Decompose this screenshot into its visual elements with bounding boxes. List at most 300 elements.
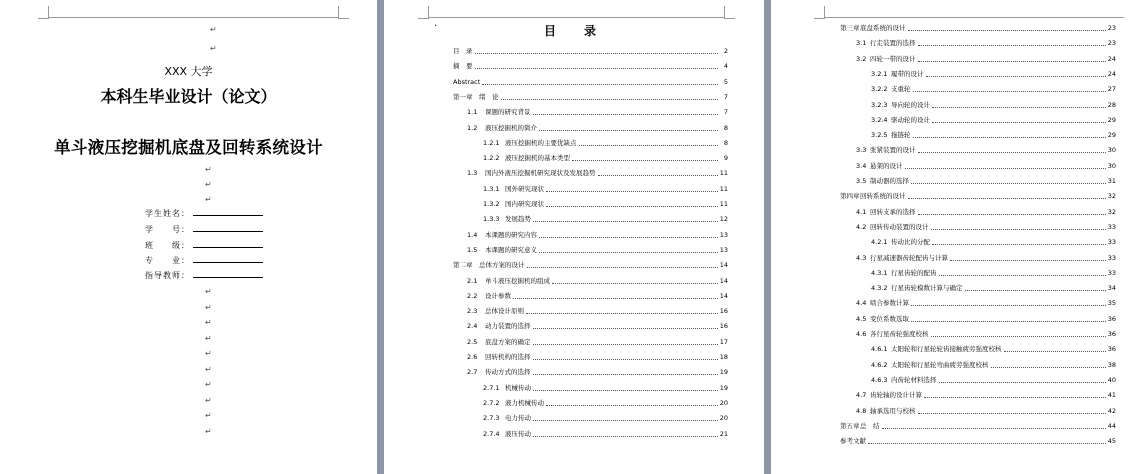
toc-page-number: 14 [719, 261, 728, 270]
toc-entry[interactable] [483, 384, 728, 392]
toc-page-number: 21 [719, 429, 728, 438]
toc-leader-dots [533, 343, 719, 345]
toc-entry-number: 4.6.1 [871, 345, 888, 354]
toc-entry-number: 4.6 [856, 330, 867, 338]
toc-entry[interactable] [840, 192, 1116, 200]
toc-entry-number: 1.2 [467, 123, 478, 132]
toc-entry[interactable] [871, 361, 1116, 369]
toc-entry-text: 总 结 [860, 421, 880, 430]
toc-entry-text: 国内外液压挖掘机研究现状及发展趋势 [485, 169, 596, 178]
toc-page-number: 13 [719, 230, 728, 239]
toc-entry-text: 液压挖掘机的简介 [485, 123, 537, 132]
toc-entry[interactable] [467, 277, 728, 285]
toc-leader-dots [911, 320, 1106, 322]
toc-page-number: 29 [1107, 131, 1116, 140]
toc-leader-dots [1004, 350, 1107, 352]
toc-entry[interactable] [871, 269, 1116, 277]
toc-entry-text: 导向轮的设计 [891, 100, 930, 109]
toc-leader-dots [932, 121, 1106, 123]
toc-leader-dots [533, 327, 719, 329]
paragraph-mark: ↵ [205, 180, 212, 189]
toc-entry[interactable] [856, 254, 1116, 262]
toc-leader-dots [527, 266, 719, 268]
paragraph-mark: ↵ [210, 44, 217, 53]
toc-entry-text: 回转传动装置的设计 [870, 222, 929, 231]
toc-entry-text: 轴承选用与校核 [870, 406, 916, 415]
toc-leader-dots [539, 251, 718, 253]
toc-page-number: 36 [1107, 330, 1116, 338]
toc-page-number: 7 [723, 92, 728, 101]
toc-leader-dots [579, 144, 719, 146]
toc-entry[interactable] [483, 414, 728, 422]
toc-entry-number: 3.1 [856, 39, 867, 48]
toc-entry[interactable] [453, 93, 728, 101]
toc-entry[interactable] [483, 185, 728, 193]
toc-leader-dots [908, 29, 1107, 31]
toc-entry-text: 设计参数 [485, 291, 511, 300]
toc-title: 目 录 [543, 24, 604, 38]
toc-entry[interactable] [856, 330, 1116, 338]
toc-page-number: 11 [719, 184, 728, 193]
toc-entry[interactable] [871, 238, 1116, 246]
toc-leader-dots [533, 389, 718, 391]
toc-leader-dots [533, 358, 719, 360]
toc-page-number: 40 [1107, 375, 1116, 384]
toc-entry-text: 太阳轮和行星轮弯曲疲劳强度校核 [891, 360, 989, 369]
toc-leader-dots [526, 312, 718, 314]
toc-entry-number: 2.7.4 [483, 429, 500, 438]
toc-entry-number: 第二章 [453, 261, 473, 270]
toc-page-number: 19 [719, 383, 728, 392]
toc-entry-number: 4.2 [856, 222, 867, 231]
toc-page-number: 38 [1107, 360, 1116, 369]
toc-entry-text: 动力装置的选择 [485, 322, 531, 331]
toc-entry[interactable] [856, 391, 1116, 399]
toc-entry-text: 摘 要 [453, 62, 473, 71]
toc-entry-text: 国外研究现状 [505, 184, 544, 193]
page-gutter [377, 0, 384, 474]
toc-leader-dots [913, 90, 1107, 92]
toc-entry[interactable] [483, 139, 728, 147]
toc-leader-dots [931, 228, 1107, 230]
toc-page-number: 20 [719, 414, 728, 423]
toc-entry-number: 3.2.1 [871, 69, 888, 78]
toc-entry-text: 底盘方案的确定 [485, 337, 531, 346]
page-header-line [824, 17, 1124, 18]
toc-page-number: 7 [723, 108, 728, 117]
toc-entry-text: 行星齿轮的配齿 [891, 268, 937, 277]
toc-entry-number: 4.3.1 [871, 268, 888, 277]
toc-leader-dots [931, 335, 1107, 337]
toc-entry-text: 总体方案的设计 [479, 261, 525, 270]
toc-page-number: 9 [723, 154, 728, 163]
fill-line [193, 208, 263, 216]
toc-leader-dots [905, 167, 1107, 169]
toc-leader-dots [950, 259, 1106, 261]
toc-entry-number: 3.2.5 [871, 131, 888, 140]
toc-entry[interactable] [856, 208, 1116, 216]
paragraph-mark: ↵ [205, 380, 212, 389]
toc-entry[interactable] [871, 85, 1116, 93]
toc-leader-dots [932, 243, 1106, 245]
paragraph-mark: ↵ [205, 302, 212, 312]
toc-leader-dots [882, 427, 1107, 429]
toc-entry[interactable] [856, 55, 1116, 63]
toc-entry-number: 第一章 [453, 92, 473, 101]
toc-entry-text: 齿轮轴的设计计算 [870, 391, 922, 400]
toc-entry-number: 2.5 [467, 337, 478, 346]
page-header-line [428, 17, 724, 18]
crop-mark [338, 6, 349, 19]
toc-entry[interactable] [483, 200, 728, 208]
toc-leader-dots [918, 151, 1107, 153]
toc-entry-text: 制动器的选择 [870, 177, 909, 185]
field-label: 班 级： [145, 241, 190, 250]
toc-entry[interactable] [871, 70, 1116, 78]
toc-entry[interactable] [856, 299, 1116, 307]
toc-entry[interactable] [840, 24, 1116, 32]
toc-entry-number: 3.4 [856, 161, 867, 170]
toc-entry-number: 4.3 [856, 253, 867, 262]
toc-entry-number: 2.3 [467, 307, 478, 316]
toc-entry-text: 履带的设计 [891, 69, 924, 78]
toc-page-number: 30 [1107, 161, 1116, 170]
toc-entry[interactable] [856, 162, 1116, 170]
field-label: 专 业： [145, 256, 190, 265]
toc-page-number: 29 [1107, 115, 1116, 124]
paragraph-mark: ↵ [205, 287, 212, 296]
toc-entry-text: 电力传动 [505, 414, 531, 423]
toc-entry-text: 驱动轮的设计 [891, 115, 930, 124]
toc-entry-number: 2.1 [467, 276, 478, 285]
toc-entry[interactable] [467, 353, 728, 361]
toc-entry[interactable] [871, 345, 1116, 353]
toc-page-number: 11 [719, 169, 728, 178]
toc-page-number: 13 [719, 245, 728, 254]
toc-leader-dots [918, 412, 1107, 414]
toc-page-number: 44 [1107, 421, 1116, 430]
toc-entry-text: 四轮一带的设计 [870, 54, 916, 63]
toc-entry-number: 第五章 [840, 421, 860, 430]
toc-leader-dots [911, 182, 1106, 184]
toc-page-number: 14 [719, 276, 728, 285]
toc-entry-number: 2.4 [467, 322, 478, 331]
toc-leader-dots [939, 274, 1107, 276]
toc-entry-text: 回转机构的选择 [485, 353, 531, 361]
toc-entry-number: 1.1 [467, 108, 478, 117]
toc-page-number: 28 [1107, 100, 1116, 109]
toc-entry[interactable] [467, 169, 728, 177]
toc-entry-number: 2.7.3 [483, 414, 500, 423]
toc-page-number: 33 [1107, 253, 1116, 262]
toc-entry-number: 1.3.3 [483, 215, 500, 224]
toc-leader-dots [533, 419, 718, 421]
toc-page-number: 23 [1107, 24, 1116, 32]
toc-page-number: 17 [719, 337, 728, 346]
toc-leader-dots [533, 373, 719, 375]
toc-leader-dots [475, 52, 719, 54]
field-label: 学 号： [145, 225, 190, 234]
toc-page-number: 19 [719, 368, 728, 377]
toc-entry-text: 内齿轮材料选择 [891, 375, 937, 384]
toc-entry-text: 传动方式的选择 [485, 368, 531, 377]
paragraph-mark: ↵ [205, 318, 212, 327]
toc-page-number: 11 [719, 200, 728, 208]
toc-entry-text: 发展趋势 [505, 215, 531, 224]
toc-entry[interactable] [856, 39, 1116, 47]
toc-entry-number: 3.2.3 [871, 100, 888, 109]
toc-page-number: 42 [1107, 406, 1116, 415]
toc-entry-number: 2.7 [467, 368, 478, 377]
toc-entry-text: 液压挖掘机的主要优缺点 [505, 138, 577, 147]
toc-entry[interactable] [467, 368, 728, 376]
toc-entry-number: 2.6 [467, 353, 478, 361]
toc-entry[interactable] [856, 146, 1116, 154]
toc-entry-number: 4.6.2 [871, 360, 888, 369]
toc-page-number: 30 [1107, 146, 1116, 155]
paragraph-mark: ↵ [205, 349, 212, 358]
toc-leader-dots [482, 83, 718, 85]
toc-leader-dots [598, 174, 719, 176]
toc-entry-number: 2.7.2 [483, 398, 500, 407]
toc-leader-dots [546, 190, 718, 192]
page-gutter [764, 0, 771, 474]
toc-entry-number: 2.2 [467, 291, 478, 300]
toc-entry-text: 变位系数选取 [870, 314, 909, 323]
toc-entry-number: 3.3 [856, 146, 867, 155]
toc-entry-text: 回转支承的选择 [870, 207, 916, 216]
paragraph-mark: ↵ [205, 364, 212, 374]
toc-page-number: 33 [1107, 238, 1116, 247]
toc-page-1 [384, 0, 764, 474]
toc-page-number: 32 [1107, 192, 1116, 201]
crop-mark [724, 6, 735, 19]
toc-entry[interactable] [856, 177, 1116, 185]
toc-leader-dots [908, 197, 1107, 199]
toc-entry[interactable] [871, 116, 1116, 124]
toc-entry-number: 1.3.2 [483, 200, 500, 208]
toc-page-number: 36 [1107, 314, 1116, 323]
toc-entry-number: 4.2.1 [871, 238, 888, 247]
toc-entry-text: 参考文献 [840, 437, 866, 446]
toc-page-number: 35 [1107, 299, 1116, 308]
toc-entry-number: 1.2.2 [483, 154, 500, 163]
toc-entry[interactable] [467, 108, 728, 116]
toc-page-number: 5 [723, 77, 728, 86]
toc-entry-number: 4.7 [856, 391, 867, 400]
toc-entry-text: 拖链轮 [891, 131, 911, 140]
toc-entry[interactable] [856, 223, 1116, 231]
toc-entry-number: 3.2.2 [871, 85, 888, 94]
advisor-field [145, 270, 263, 280]
toc-leader-dots [965, 289, 1107, 291]
toc-entry-text: 底盘系统的设计 [860, 24, 906, 32]
toc-entry[interactable] [483, 154, 728, 162]
toc-entry[interactable] [467, 246, 728, 254]
toc-page-number: 34 [1107, 284, 1116, 293]
toc-page-number: 27 [1107, 85, 1116, 94]
toc-entry-text: 单斗液压挖掘机的组成 [485, 276, 550, 285]
toc-leader-dots [913, 136, 1107, 138]
thesis-title: 单斗液压挖掘机底盘及回转系统设计 [54, 138, 323, 157]
toc-entry-text: 机械传动 [505, 383, 531, 392]
paragraph-mark: ↵ [205, 333, 212, 343]
toc-entry-number: 1.3.1 [483, 184, 500, 193]
toc-entry[interactable] [840, 437, 1116, 445]
toc-entry[interactable] [453, 47, 728, 55]
toc-entry-text: 绪 论 [479, 92, 499, 101]
university-name: XXX 大学 [164, 65, 213, 78]
toc-page-number: 2 [723, 47, 728, 55]
toc-entry-text: 行走装置的选择 [870, 39, 916, 48]
toc-page-number: 20 [719, 398, 728, 407]
toc-leader-dots [475, 67, 719, 69]
toc-entry-text: 回转系统的设计 [860, 192, 906, 201]
toc-entry-text: 目 录 [453, 47, 473, 55]
toc-entry[interactable] [840, 422, 1116, 430]
fill-line [193, 255, 263, 263]
toc-leader-dots [546, 404, 718, 406]
toc-entry-number: 3.2.4 [871, 115, 888, 124]
toc-leader-dots [501, 98, 719, 100]
paragraph-mark: ↵ [205, 165, 212, 174]
toc-page-number: 41 [1107, 391, 1116, 400]
toc-entry-text: 啮合参数计算 [870, 299, 909, 308]
toc-leader-dots [533, 435, 718, 437]
toc-leader-dots [991, 366, 1107, 368]
cover-page [0, 0, 377, 474]
toc-page-number: 33 [1107, 222, 1116, 231]
toc-entry-text: 太阳轮和行星轮轮齿接触疲劳强度校核 [891, 345, 1002, 354]
toc-entry[interactable] [871, 284, 1116, 292]
toc-entry-text: Abstract [453, 77, 481, 86]
toc-page-number: 8 [723, 123, 728, 132]
toc-leader-dots [533, 113, 719, 115]
toc-page-number: 4 [723, 62, 728, 71]
toc-leader-dots [932, 106, 1106, 108]
toc-page-number: 16 [719, 307, 728, 316]
toc-page-number: 18 [719, 353, 728, 361]
toc-entry[interactable] [453, 78, 728, 86]
field-label: 指导教师： [145, 271, 190, 280]
toc-entry[interactable] [483, 430, 728, 438]
toc-entry-text: 张紧装置的设计 [870, 146, 916, 155]
toc-leader-dots [868, 442, 1106, 444]
toc-entry-text: 行星齿轮模数计算与确定 [891, 284, 963, 293]
toc-entry[interactable] [467, 292, 728, 300]
paragraph-mark: ↵ [205, 426, 212, 436]
toc-page-number: 23 [1107, 39, 1116, 48]
toc-entry[interactable] [453, 62, 728, 70]
toc-entry-text: 各行星齿轮强度校核 [870, 330, 929, 338]
toc-leader-dots [539, 129, 718, 131]
toc-entry-number: 4.8 [856, 406, 867, 415]
toc-entry-number: 第四章 [840, 192, 860, 201]
toc-entry[interactable] [856, 407, 1116, 415]
toc-entry-text: 国内研究现状 [505, 200, 544, 208]
toc-entry-text: 液压传动 [505, 429, 531, 438]
toc-leader-dots [939, 381, 1107, 383]
fill-line [193, 270, 263, 278]
toc-page-number: 33 [1107, 268, 1116, 277]
page-header-line [48, 17, 338, 18]
toc-entry-text: 液力机械传动 [505, 398, 544, 407]
toc-entry-text: 悬架的设计 [870, 161, 903, 170]
bullet-mark: · [434, 21, 438, 32]
toc-leader-dots [924, 396, 1106, 398]
toc-page-number: 32 [1107, 207, 1116, 216]
toc-entry-number: 4.1 [856, 207, 867, 216]
toc-leader-dots [918, 44, 1107, 46]
toc-page-number: 12 [719, 215, 728, 224]
paragraph-mark: ↵ [205, 411, 212, 420]
toc-entry-number: 1.4 [467, 230, 478, 239]
toc-entry[interactable] [483, 399, 728, 407]
toc-entry-text: 总体设计原则 [485, 307, 524, 316]
toc-entry-number: 1.3 [467, 169, 478, 178]
toc-entry-number: 2.7.1 [483, 383, 500, 392]
toc-entry[interactable] [871, 101, 1116, 109]
toc-entry[interactable] [467, 231, 728, 239]
toc-entry-text: 液压挖掘机的基本类型 [505, 154, 570, 163]
student-id-field [145, 224, 263, 234]
toc-leader-dots [513, 297, 718, 299]
toc-leader-dots [918, 213, 1107, 215]
toc-leader-dots [546, 205, 718, 207]
toc-entry[interactable] [453, 261, 728, 269]
toc-entry[interactable] [871, 131, 1116, 139]
toc-page-number: 8 [723, 138, 728, 147]
toc-entry[interactable] [856, 315, 1116, 323]
toc-entry-number: 4.6.3 [871, 375, 888, 384]
major-field [145, 255, 263, 265]
toc-entry-number: 4.5 [856, 314, 867, 323]
toc-entry-number: 4.3.2 [871, 284, 888, 293]
toc-page-number: 24 [1107, 54, 1116, 63]
toc-leader-dots [539, 236, 718, 238]
toc-entry-text: 支重轮 [891, 85, 911, 94]
toc-entry-text: 本课题的研究内容 [485, 230, 537, 239]
toc-page-number: 14 [719, 291, 728, 300]
toc-entry-text: 行星减速器齿轮配齿与计算 [870, 253, 948, 262]
toc-entry-number: 3.5 [856, 177, 867, 185]
toc-leader-dots [572, 159, 718, 161]
toc-entry[interactable] [483, 215, 728, 223]
toc-leader-dots [552, 282, 718, 284]
toc-page-number: 16 [719, 322, 728, 331]
toc-leader-dots [533, 220, 718, 222]
fill-line [193, 240, 263, 248]
toc-entry-number: 3.2 [856, 54, 867, 63]
fill-line [193, 224, 263, 232]
toc-entry[interactable] [467, 338, 728, 346]
paragraph-mark: ↵ [205, 195, 212, 204]
toc-entry[interactable] [467, 307, 728, 315]
toc-page-2 [771, 0, 1134, 474]
toc-entry[interactable] [871, 376, 1116, 384]
student-name-field [145, 208, 263, 218]
toc-entry[interactable] [467, 322, 728, 330]
toc-entry-number: 1.2.1 [483, 138, 500, 147]
toc-page-number: 31 [1107, 177, 1116, 185]
toc-leader-dots [926, 75, 1107, 77]
paragraph-mark: ↵ [205, 395, 212, 405]
class-field [145, 240, 263, 250]
toc-page-number: 36 [1107, 345, 1116, 354]
field-label: 学生姓名： [145, 209, 190, 218]
toc-entry[interactable] [467, 124, 728, 132]
toc-entry-number: 4.4 [856, 299, 867, 308]
